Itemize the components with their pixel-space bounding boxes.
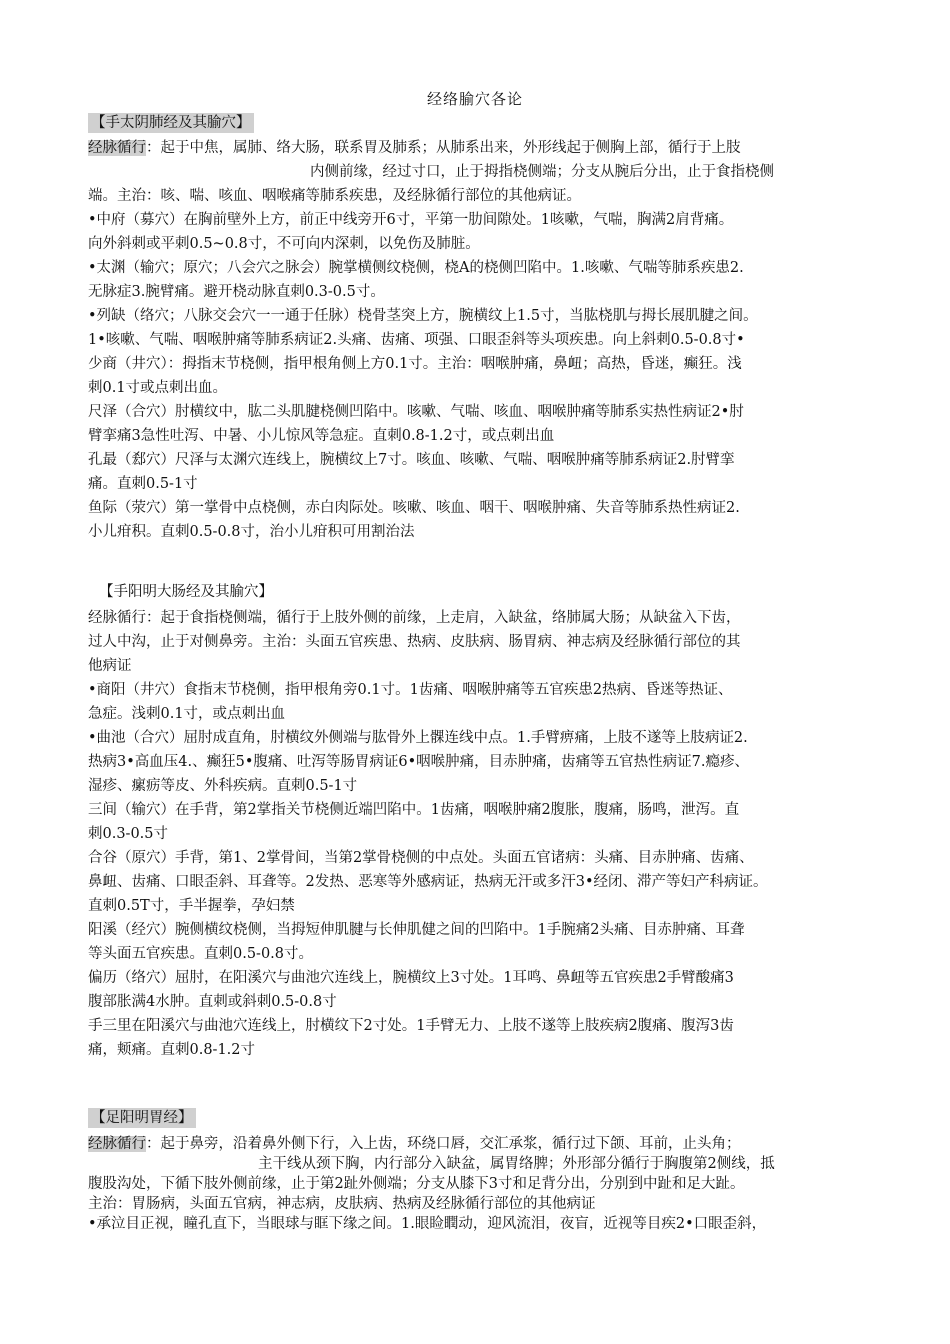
paragraph-line: 过人中沟，止于对侧鼻旁。主治：头面五官疾患、热病、皮肤病、肠胃病、神志病及经脉循行部位的其 [88, 634, 741, 650]
paragraph-line: 急症。浅刺0.1寸，或点刺出血 [88, 706, 286, 722]
paragraph-line: 经脉循行：起于中焦，属肺、络大肠，联系胃及肺系；从肺系出来，外形线起于侧胸上部，循行于上肢 [88, 140, 741, 156]
paragraph-line: 阳溪（经穴）腕侧横纹桡侧，当拇短伸肌腱与长伸肌健之间的凹陷中。1手腕痛2头痛、目赤肿痛、耳聋 [88, 922, 745, 938]
paragraph-line: 无脉症3.腕臂痛。避开桡动脉直刺0.3-0.5寸。 [88, 284, 385, 300]
section-body-large-intestine-meridian [88, 606, 878, 1062]
paragraph-line: 湿疹、瘰疬等皮、外科疾病。直刺0.5-1寸 [88, 778, 358, 794]
paragraph-line: 经脉循行：起于食指桡侧端，循行于上肢外侧的前缘，上走肩，入缺盆，络肺属大肠；从缺盆入下齿， [88, 610, 741, 626]
paragraph-line: 他病证 [88, 658, 132, 674]
section-body-stomach-meridian [88, 1134, 878, 1234]
paragraph-line: 向外斜刺或平刺0.5~0.8寸，不可向内深刺，以免伤及肺脏。 [88, 236, 480, 252]
paragraph-line: 痛，颊痛。直刺0.8-1.2寸 [88, 1042, 256, 1058]
paragraph-line: 等头面五官疾患。直刺0.5-0.8寸。 [88, 946, 314, 962]
paragraph-line: 三间（输穴）在手背，第2掌指关节桡侧近端凹陷中。1齿痛，咽喉肿痛2腹胀，腹痛，肠鸣，泄泻。直 [88, 802, 740, 818]
meridian-route-label: 经脉循行 [88, 1136, 146, 1152]
paragraph-line: 鼻衄、齿痛、口眼歪斜、耳聋等。2发热、恶寒等外感病证，热病无汗或多汗3•经闭、滞产等妇产科病证。 [88, 874, 768, 890]
paragraph-line: 热病3•高血压4.、癫狂5•腹痛、吐泻等肠胃病证6•咽喉肿痛，目赤肿痛，齿痛等五官热性病证7.瘾疹、 [88, 754, 749, 770]
paragraph-line: 腹股沟处，下循下肢外侧前缘，止于第2趾外侧端；分支从膝下3寸和足背分出，分别到中趾和足大趾。 [88, 1176, 745, 1192]
paragraph-line: 腹部胀满4水肿。直刺或斜刺0.5-0.8寸 [88, 994, 337, 1010]
paragraph-line: •商阳（井穴）食指末节桡侧，指甲根角旁0.1寸。1齿痛、咽喉肿痛等五官疾患2热病、昏迷等热证、 [88, 682, 733, 698]
paragraph-line: 鱼际（荥穴）第一掌骨中点桡侧，赤白肉际处。咳嗽、咳血、咽干、咽喉肿痛、失音等肺系热性病证2. [88, 500, 740, 516]
section-body-lung-meridian [88, 136, 878, 544]
paragraph-line: 内侧前缘，经过寸口，止于拇指桡侧端；分支从腕后分出，止于食指桡侧 [310, 164, 774, 180]
paragraph-line: 痛。直刺0.5-1寸 [88, 476, 198, 492]
paragraph-line: 合谷（原穴）手背，第1、2掌骨间，当第2掌骨桡侧的中点处。头面五官诸病：头痛、目赤肿痛、齿痛、 [88, 850, 754, 866]
section-heading-large-intestine-meridian: 【手阳明大肠经及其腧穴】 [99, 584, 273, 600]
section-heading-stomach-meridian: 【足阳明胃经】 [88, 1108, 196, 1128]
paragraph-line: 小儿疳积。直刺0.5-0.8寸，治小儿疳积可用割治法 [88, 524, 415, 540]
paragraph-line: 尺泽（合穴）肘横纹中，肱二头肌腱桡侧凹陷中。咳嗽、气喘、咳血、咽喉肿痛等肺系实热性病证2•肘 [88, 404, 744, 420]
paragraph-line: 少商（井穴）：拇指末节桡侧，指甲根角侧上方0.1寸。主治：咽喉肿痛，鼻衄；高热，昏迷，癫狂。浅 [88, 356, 742, 372]
paragraph-line: 端。主治：咳、喘、咳血、咽喉痛等肺系疾患，及经脉循行部位的其他病证。 [88, 188, 581, 204]
paragraph-line: 手三里在阳溪穴与曲池穴连线上，肘横纹下2寸处。1手臂无力、上肢不遂等上肢疾病2腹痛、腹泻3齿 [88, 1018, 734, 1034]
paragraph-line: 孔最（郄穴）尺泽与太渊穴连线上，腕横纹上7寸。咳血、咳嗽、气喘、咽喉肿痛等肺系病证2.肘臂挛 [88, 452, 735, 468]
paragraph-line: 主治：胃肠病，头面五官病，神志病，皮肤病、热病及经脉循行部位的其他病证 [88, 1196, 596, 1212]
paragraph-line: 直刺0.5T寸，手半握拳，孕妇禁 [88, 898, 295, 914]
meridian-route-label: 经脉循行 [88, 140, 146, 156]
paragraph-line: 1•咳嗽、气喘、咽喉肿痛等肺系病证2.头痛、齿痛、项强、口眼歪斜等头项疾患。向上斜刺0.5-0.8寸• [88, 332, 745, 348]
paragraph-line: •太渊（输穴；原穴；八会穴之脉会）腕掌横侧纹桡侧，桡A的桡侧凹陷中。1.咳嗽、气喘等肺系疾患2. [88, 260, 744, 276]
paragraph-line: •列缺（络穴；八脉交会穴一一通于任脉）桡骨茎突上方，腕横纹上1.5寸，当肱桡肌与拇长展肌腱之间。 [88, 308, 758, 324]
paragraph-line: •承泣目正视，瞳孔直下，当眼球与眶下缘之间。1.眼睑瞤动，迎风流泪，夜盲，近视等目疾2•口眼歪斜， [88, 1216, 767, 1232]
document-title: 经络腧穴各论 [426, 90, 523, 108]
paragraph-line: 主干线从颈下胸，内行部分入缺盆，属胃络脾；外形部分循行于胸腹第2侧线，抵 [258, 1156, 775, 1172]
paragraph-line: •曲池（合穴）屈肘成直角，肘横纹外侧端与肱骨外上髁连线中点。1.手臂痹痛，上肢不遂等上肢病证2. [88, 730, 748, 746]
paragraph-line: 刺0.1寸或点刺出血。 [88, 380, 228, 396]
section-heading-lung-meridian: 【手太阴肺经及其腧穴】 [88, 113, 254, 133]
paragraph-line: 刺0.3-0.5寸 [88, 826, 169, 842]
paragraph-line: 经脉循行：起于鼻旁，沿着鼻外侧下行，入上齿，环绕口唇，交汇承浆，循行过下颌、耳前，止头角； [88, 1136, 741, 1152]
paragraph-line: 偏历（络穴）屈肘，在阳溪穴与曲池穴连线上，腕横纹上3寸处。1耳鸣、鼻衄等五官疾患2手臂酸痛3 [88, 970, 734, 986]
paragraph-line: •中府（募穴）在胸前壁外上方，前正中线旁开6寸，平第一肋间隙处。1咳嗽，气喘，胸满2肩背痛。 [88, 212, 734, 228]
paragraph-line: 臂挛痛3急性吐泻、中暑、小儿惊风等急症。直刺0.8-1.2寸，或点刺出血 [88, 428, 555, 444]
